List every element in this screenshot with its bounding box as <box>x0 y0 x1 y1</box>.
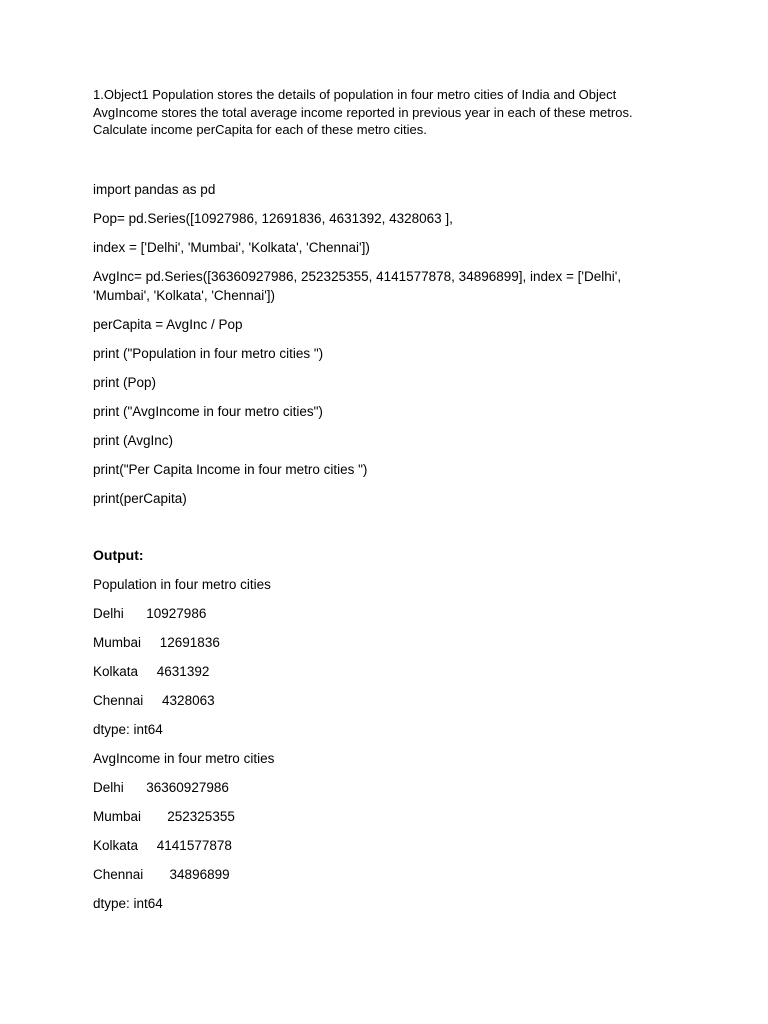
code-line: print (AvgInc) <box>93 432 174 448</box>
output-line: Mumbai 12691836 <box>93 634 220 650</box>
output-line: Delhi 10927986 <box>93 605 207 621</box>
output-line: Mumbai 252325355 <box>93 808 235 824</box>
code-line: index = ['Delhi', 'Mumbai', 'Kolkata', 'Chennai']) <box>93 239 370 255</box>
output-block <box>93 575 653 913</box>
code-line: print("Per Capita Income in four metro cities ") <box>93 461 368 477</box>
document-content <box>93 86 653 923</box>
output-line: Kolkata 4631392 <box>93 663 210 679</box>
code-line: print (Pop) <box>93 374 157 390</box>
code-line: print ("AvgIncome in four metro cities") <box>93 403 323 419</box>
output-heading: Output: <box>93 546 144 563</box>
output-line: dtype: int64 <box>93 895 163 911</box>
output-line: Chennai 4328063 <box>93 692 215 708</box>
code-line: AvgInc= pd.Series([36360927986, 252325355, 4141577878, 34896899], index = ['Delhi', 'Mumbai', 'Kolkata', 'Chennai']) <box>93 268 625 303</box>
output-line: Chennai 34896899 <box>93 866 230 882</box>
output-line: Population in four metro cities <box>93 576 271 592</box>
output-line: Delhi 36360927986 <box>93 779 229 795</box>
code-block <box>93 180 653 508</box>
output-line: dtype: int64 <box>93 721 163 737</box>
output-line: Kolkata 4141577878 <box>93 837 232 853</box>
question-text: 1.Object1 Population stores the details of population in four metro cities of India and Object AvgIncome stores the total average income reported in previous year in each of these metros. Calculate income perCapita for each of these metro cities. <box>93 87 633 137</box>
code-line: perCapita = AvgInc / Pop <box>93 316 243 332</box>
code-line: print(perCapita) <box>93 490 187 506</box>
code-line: Pop= pd.Series([10927986, 12691836, 4631392, 4328063 ], <box>93 210 453 226</box>
output-line: AvgIncome in four metro cities <box>93 750 275 766</box>
code-line: print ("Population in four metro cities ") <box>93 345 324 361</box>
code-line: import pandas as pd <box>93 181 216 197</box>
